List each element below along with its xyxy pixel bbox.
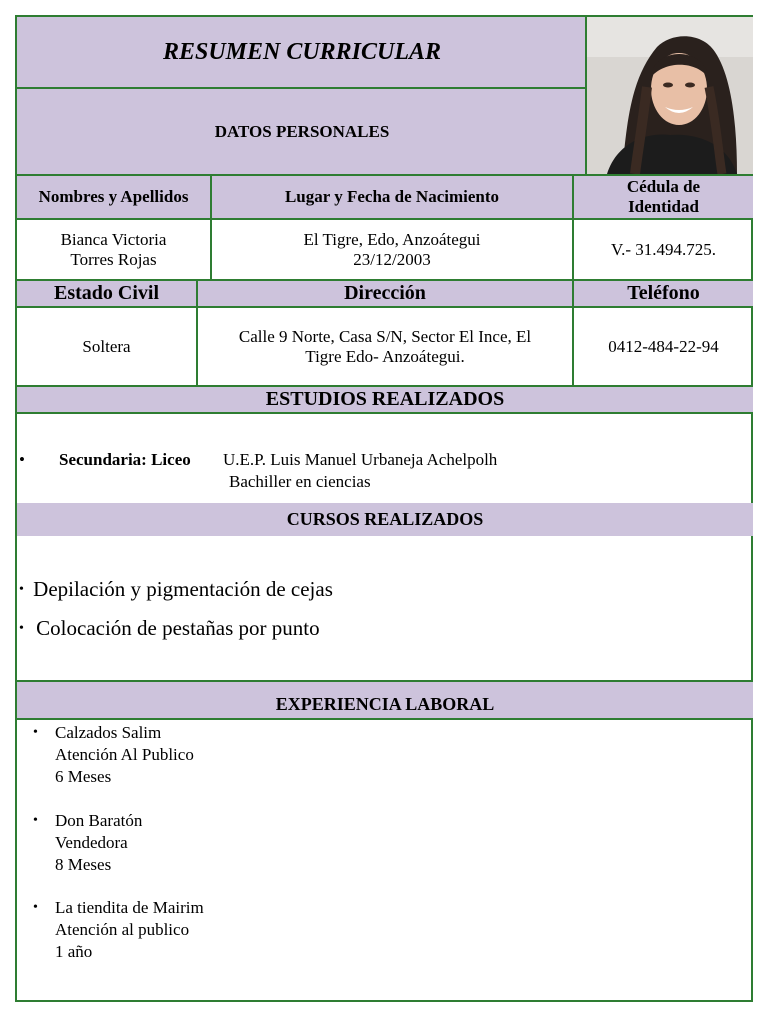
courses-heading-label: CURSOS REALIZADOS <box>286 509 484 529</box>
job-duration: 1 año <box>55 942 93 961</box>
studies-heading-label: ESTUDIOS REALIZADOS <box>265 388 505 410</box>
job-role: Vendedora <box>55 833 128 852</box>
header-phone-label: Teléfono <box>627 282 700 304</box>
value-names-line1: Bianca Victoria <box>60 229 167 249</box>
value-birth-date: 23/12/2003 <box>353 249 431 269</box>
studies-school: U.E.P. Luis Manuel Urbaneja Achelpolh <box>223 450 498 469</box>
job-role: Atención Al Publico <box>55 745 194 764</box>
value-id <box>574 220 753 279</box>
job-bullet: • <box>33 900 38 915</box>
course-label: Depilación y pigmentación de cejas <box>33 577 333 601</box>
job-bullet: • <box>33 725 38 740</box>
header-civil-label: Estado Civil <box>53 282 160 304</box>
header-phone <box>574 281 753 306</box>
studies-bullet: • <box>19 450 25 469</box>
job-item <box>33 810 142 876</box>
job-item <box>33 897 204 963</box>
job-company: Calzados Salim <box>55 723 162 742</box>
value-birth <box>212 220 572 279</box>
profile-photo <box>587 17 753 174</box>
header-id-label: Cédula de Identidad <box>626 177 701 216</box>
profile-photo-image <box>587 17 753 174</box>
job-company: La tiendita de Mairim <box>55 898 204 917</box>
job-bullet: • <box>33 813 38 828</box>
value-names-line2: Torres Rojas <box>70 249 157 269</box>
job-item <box>33 722 194 788</box>
experience-heading-label: EXPERIENCIA LABORAL <box>275 693 495 714</box>
course-item <box>19 577 333 602</box>
studies-degree: Bachiller en ciencias <box>229 472 371 491</box>
header-names <box>17 176 210 218</box>
header-id <box>574 176 753 218</box>
job-duration: 8 Meses <box>55 855 112 874</box>
job-role: Atención al publico <box>55 920 190 939</box>
value-id-number: V.- 31.494.725. <box>611 239 716 259</box>
course-bullet: • <box>19 582 24 597</box>
header-birth-label: Lugar y Fecha de Nacimiento <box>284 187 500 206</box>
courses-heading <box>17 503 753 536</box>
experience-heading <box>17 682 753 718</box>
studies-entry <box>17 447 753 497</box>
studies-level: Secundaria: Liceo <box>59 450 191 469</box>
course-bullet: • <box>19 621 24 636</box>
section-personal-title: DATOS PERSONALES <box>214 121 390 141</box>
job-company: Don Baratón <box>55 811 143 830</box>
subtitle-band <box>17 89 587 174</box>
header-names-label: Nombres y Apellidos <box>38 187 189 206</box>
page-title: RESUMEN CURRICULAR <box>162 38 442 65</box>
value-address <box>198 308 572 385</box>
studies-heading <box>17 387 753 412</box>
value-phone <box>574 308 753 385</box>
value-civil-status: Soltera <box>82 336 131 356</box>
value-phone-number: 0412-484-22-94 <box>608 336 719 356</box>
header-address <box>198 281 572 306</box>
value-civil <box>17 308 196 385</box>
course-item <box>19 616 320 641</box>
header-birth <box>212 176 572 218</box>
header-address-label: Dirección <box>344 282 426 304</box>
course-label: Colocación de pestañas por punto <box>36 616 320 640</box>
title-band <box>17 17 587 87</box>
value-address-line1: Calle 9 Norte, Casa S/N, Sector El Ince, El <box>238 326 532 346</box>
job-duration: 6 Meses <box>55 767 112 786</box>
value-birth-place: El Tigre, Edo, Anzoátegui <box>303 229 481 249</box>
value-names <box>17 220 210 279</box>
value-address-line2: Tigre Edo- Anzoátegui. <box>305 346 465 366</box>
resume-document <box>15 15 753 1002</box>
header-civil <box>17 281 196 306</box>
